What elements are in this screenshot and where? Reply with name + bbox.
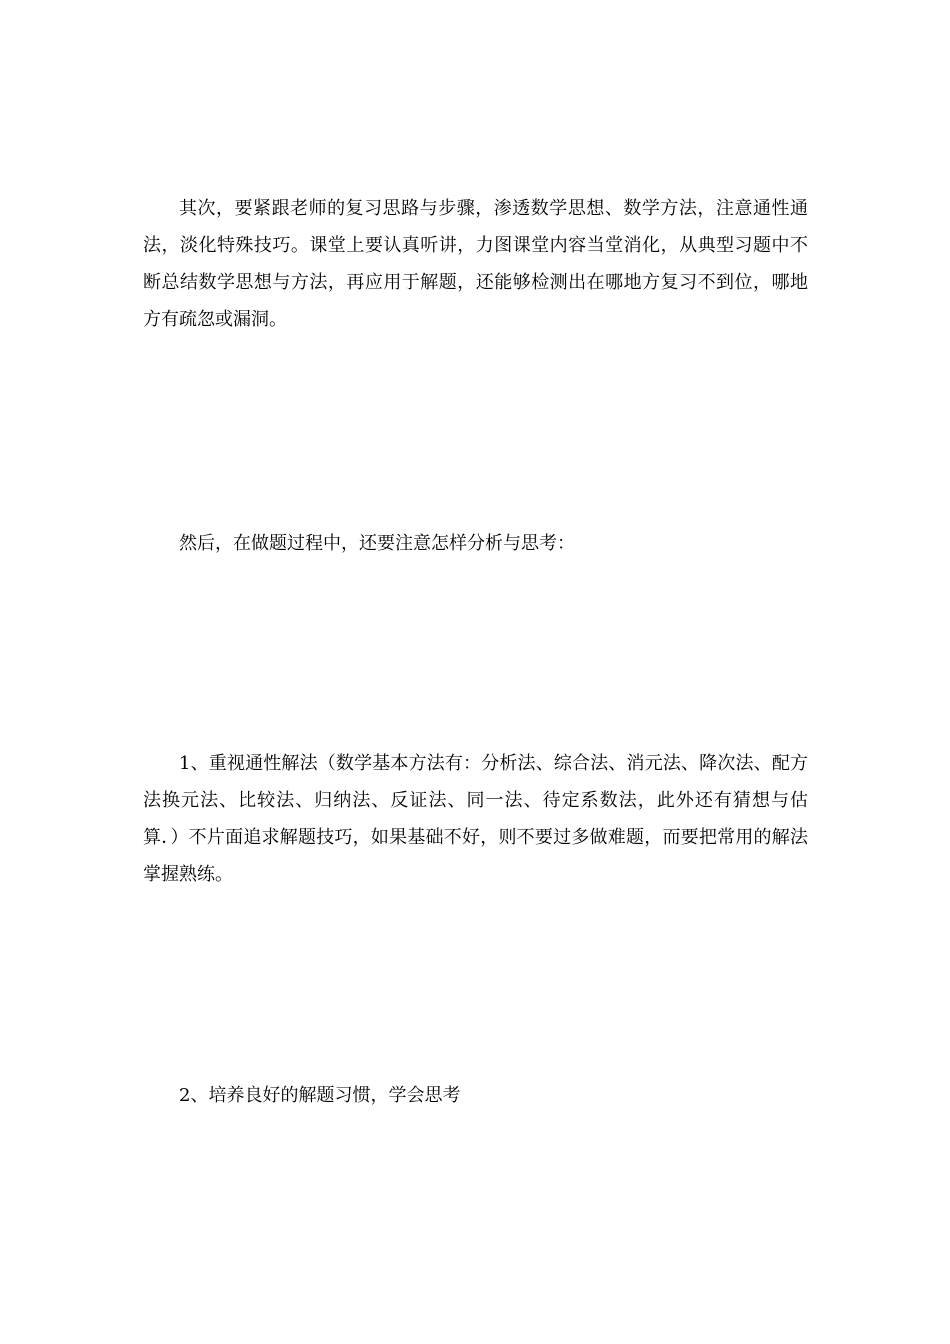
paragraph-analysis-intro: 然后，在做题过程中，还要注意怎样分析与思考： (179, 533, 575, 554)
paragraph-general-methods: 1、重视通性解法（数学基本方法有：分析法、综合法、消元法、降次法、配方法换元法、比较法、归纳法、反证法、同一法、待定系数法，此外还有猜想与估算．）不片面追求解题技巧，如果基础不好，则不要过多做难题，而要把常用的解法掌握熟练。 (143, 753, 808, 885)
paragraph-review-method: 其次，要紧跟老师的复习思路与步骤，渗透数学思想、数学方法，注意通性通法，淡化特殊技巧。课堂上要认真听讲，力图课堂内容当堂消化，从典型习题中不断总结数学思想与方法，再应用于解题，还能够检测出在哪地方复习不到位，哪地方有疏忽或漏洞。 (143, 198, 808, 330)
paragraph-good-habits: 2、培养良好的解题习惯，学会思考 (179, 1085, 461, 1106)
